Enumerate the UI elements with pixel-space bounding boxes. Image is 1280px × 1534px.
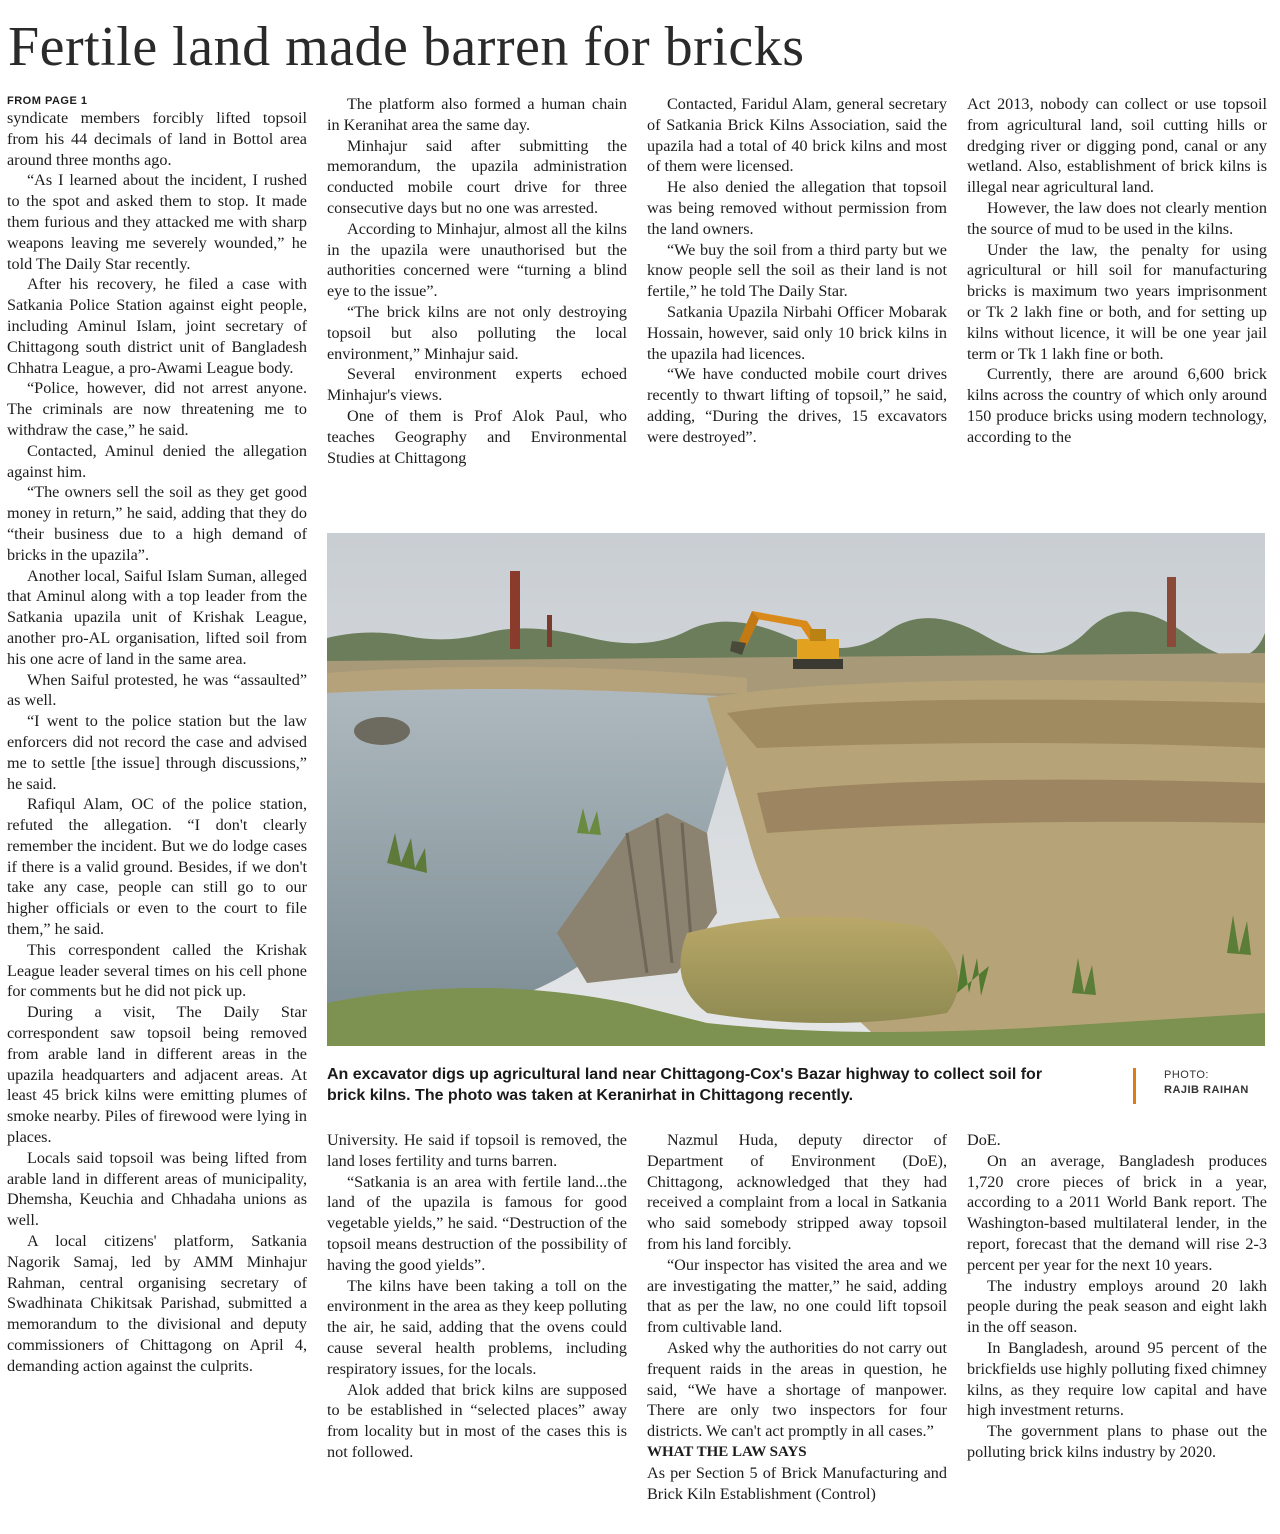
paragraph: After his recovery, he filed a case with Satkania Police Station against eight people, including Aminul Islam, joint secretary of Chittagong south district unit of Bangladesh Chhatra League, a pro-Awami League body.	[7, 275, 307, 377]
paragraph: On an average, Bangladesh produces 1,720 crore pieces of brick in a year, according to a 2011 World Bank report. The Washington-based multilateral lender, in the report, forecast that the demand will rise 2-3 percent per year for the next 10 years.	[967, 1151, 1267, 1274]
photo-credit-label: PHOTO:	[1164, 1069, 1209, 1081]
article-column-1	[7, 94, 307, 1530]
paragraph: Another local, Saiful Islam Suman, alleged that Aminul along with a top leader from the Satkania upazila unit of Krishak League, another pro-AL organisation, lifted soil from his one acre of land in the same area.	[7, 566, 307, 668]
paragraph: “As I learned about the incident, I rushed to the spot and asked them to stop. It made them furious and they attacked me with sharp weapons leaving me severely wounded,” he told The Daily Star recently.	[7, 171, 307, 273]
paragraph: This correspondent called the Krishak League leader several times on his cell phone for comments but he did not pick up.	[7, 940, 307, 1001]
subhead: WHAT THE LAW SAYS	[647, 1443, 807, 1460]
paragraph: “The brick kilns are not only destroying topsoil but also polluting the local environment,” Minhajur said.	[327, 302, 627, 363]
paragraph: When Saiful protested, he was “assaulted” as well.	[7, 670, 307, 710]
paragraph: Locals said topsoil was being lifted from arable land in different areas of municipality, Dhemsha, Keuchia and Chhadaha unions as well.	[7, 1148, 307, 1230]
paragraph: Contacted, Aminul denied the allegation against him.	[7, 441, 307, 481]
paragraph: One of them is Prof Alok Paul, who teaches Geography and Environmental Studies at Chittagong	[327, 406, 627, 467]
paragraph: Asked why the authorities do not carry out frequent raids in the areas in question, he said, “We have a shortage of manpower. There are only two inspectors for four districts. We can't act promptly in all cases.”	[647, 1338, 947, 1441]
paragraph: “Police, however, did not arrest anyone. The criminals are now threatening me to withdraw the case,” he said.	[7, 379, 307, 439]
article-column-2	[327, 94, 627, 514]
paragraph: During a visit, The Daily Star correspondent saw topsoil being removed from arable land in different areas in the upazila headquarters and adjacent areas. At least 45 brick kilns were emitting plumes of smoke nearby. Piles of firewood were lying in places.	[7, 1003, 307, 1147]
article-column-2-lower	[327, 1130, 627, 1530]
paragraph: The industry employs around 20 lakh people during the peak season and eight lakh in the off season.	[967, 1276, 1267, 1337]
paragraph: “We have conducted mobile court drives recently to thwart lifting of topsoil,” he said, adding, “During the drives, 15 excavators were destroyed”.	[647, 365, 947, 446]
paragraph: In Bangladesh, around 95 percent of the brickfields use highly polluting fixed chimney kilns, as they require low capital and have high investment returns.	[967, 1338, 1267, 1420]
paragraph: Act 2013, nobody can collect or use topsoil from agricultural land, soil cutting hills or dredging river or digging pond, canal or any wetland. Also, establishment of brick kilns is illegal near agricultural land.	[967, 95, 1267, 197]
article-column-4-lower	[967, 1130, 1267, 1530]
paragraph: Minhajur said after submitting the memorandum, the upazila administration conducted mobile court drive for three consecutive days but no one was arrested.	[327, 136, 627, 217]
article-column-3	[647, 94, 947, 514]
paragraph: “I went to the police station but the law enforcers did not record the case and advised me to settle [the issue] through discussions,” he said.	[7, 712, 307, 793]
paragraph: As per Section 5 of Brick Manufacturing and Brick Kiln Establishment (Control)	[647, 1463, 947, 1503]
paragraph: syndicate members forcibly lifted topsoil from his 44 decimals of land in Bottol area around three months ago.	[7, 109, 307, 169]
paragraph: Contacted, Faridul Alam, general secretary of Satkania Brick Kilns Association, said the upazila had a total of 40 brick kilns and most of them were licensed.	[647, 95, 947, 176]
paragraph: The platform also formed a human chain in Keranihat area the same day.	[327, 95, 627, 134]
paragraph: Nazmul Huda, deputy director of Department of Environment (DoE), Chittagong, acknowledged that they had received a complaint from a local in Satkania who said somebody stripped away topsoil from his land forcibly.	[647, 1131, 947, 1253]
paragraph: He also denied the allegation that topsoil was being removed without permission from the land owners.	[647, 178, 947, 238]
paragraph: According to Minhajur, almost all the kilns in the upazila were unauthorised but the authorities concerned were “turning a blind eye to the issue”.	[327, 219, 627, 301]
paragraph: However, the law does not clearly mention the source of mud to be used in the kilns.	[967, 198, 1267, 238]
photo-credit-name: RAJIB RAIHAN	[1164, 1084, 1249, 1096]
paragraph: University. He said if topsoil is removed, the land loses fertility and turns barren.	[327, 1131, 627, 1170]
paragraph: “Our inspector has visited the area and we are investigating the matter,” he said, adding that as per the law, no one could lift topsoil from cultivable land.	[647, 1255, 947, 1337]
paragraph: Alok added that brick kilns are supposed to be established in “selected places” away from locality but in most of the cases this is not followed.	[327, 1380, 627, 1461]
paragraph: Under the law, the penalty for using agricultural or hill soil for manufacturing bricks is maximum two years imprisonment or Tk 2 lakh fine or both, and for setting up kilns without licence, it will be one year jail term or Tk 1 lakh fine or both.	[967, 240, 1267, 363]
headline: Fertile land made barren for bricks	[8, 16, 805, 78]
kicker: FROM PAGE 1	[7, 95, 88, 107]
paragraph: “The owners sell the soil as they get good money in return,” he said, adding that they do “their business due to a high demand of bricks in the upazila”.	[7, 483, 307, 564]
photo-illustration	[327, 533, 1265, 1046]
chimney	[510, 571, 520, 649]
chimney	[1167, 577, 1176, 647]
photo-caption: An excavator digs up agricultural land near Chittagong-Cox's Bazar highway to collect soil for brick kilns. The photo was taken at Keranirhat in Chittagong recently.	[327, 1066, 1043, 1104]
article-column-4	[967, 94, 1267, 514]
chimney	[547, 615, 552, 647]
photo-credit	[1133, 1068, 1280, 1104]
paragraph: Several environment experts echoed Minhajur's views.	[327, 365, 627, 405]
article-column-3-lower	[647, 1130, 947, 1530]
paragraph: Rafiqul Alam, OC of the police station, refuted the allegation. “I don't clearly remember the incident. But we do lodge cases if there is a valid ground. Besides, if we don't take any case, people can still go to our higher officials or even to the court to file them,” he said.	[7, 795, 307, 939]
paragraph: The government plans to phase out the polluting brick kilns industry by 2020.	[967, 1422, 1267, 1461]
paragraph: Currently, there are around 6,600 brick kilns across the country of which only around 150 produce bricks using modern technology, according to the	[967, 365, 1267, 446]
paragraph: A local citizens' platform, Satkania Nagorik Samaj, led by AMM Minhajur Rahman, central organising secretary of Swadhinata Chikitsak Parishad, submitted a memorandum to the divisional and deputy commissioners of Chittagong on April 4, demanding action against the culprits.	[7, 1232, 307, 1375]
paragraph: “Satkania is an area with fertile land...the land of the upazila is famous for good vegetable yields,” he said. “Destruction of the topsoil means destruction of the possibility of having the good yields”.	[327, 1172, 627, 1274]
article-photo	[327, 533, 1265, 1046]
paragraph: The kilns have been taking a toll on the environment in the area as they keep polluting the air, he said, adding that the ovens could cause several health problems, including respiratory issues, for the locals.	[327, 1276, 627, 1378]
paragraph: “We buy the soil from a third party but we know people sell the soil as their land is not fertile,” he told The Daily Star.	[647, 240, 947, 301]
paragraph: Satkania Upazila Nirbahi Officer Mobarak Hossain, however, said only 10 brick kilns in the upazila had licences.	[647, 302, 947, 363]
paragraph: DoE.	[967, 1131, 1001, 1149]
